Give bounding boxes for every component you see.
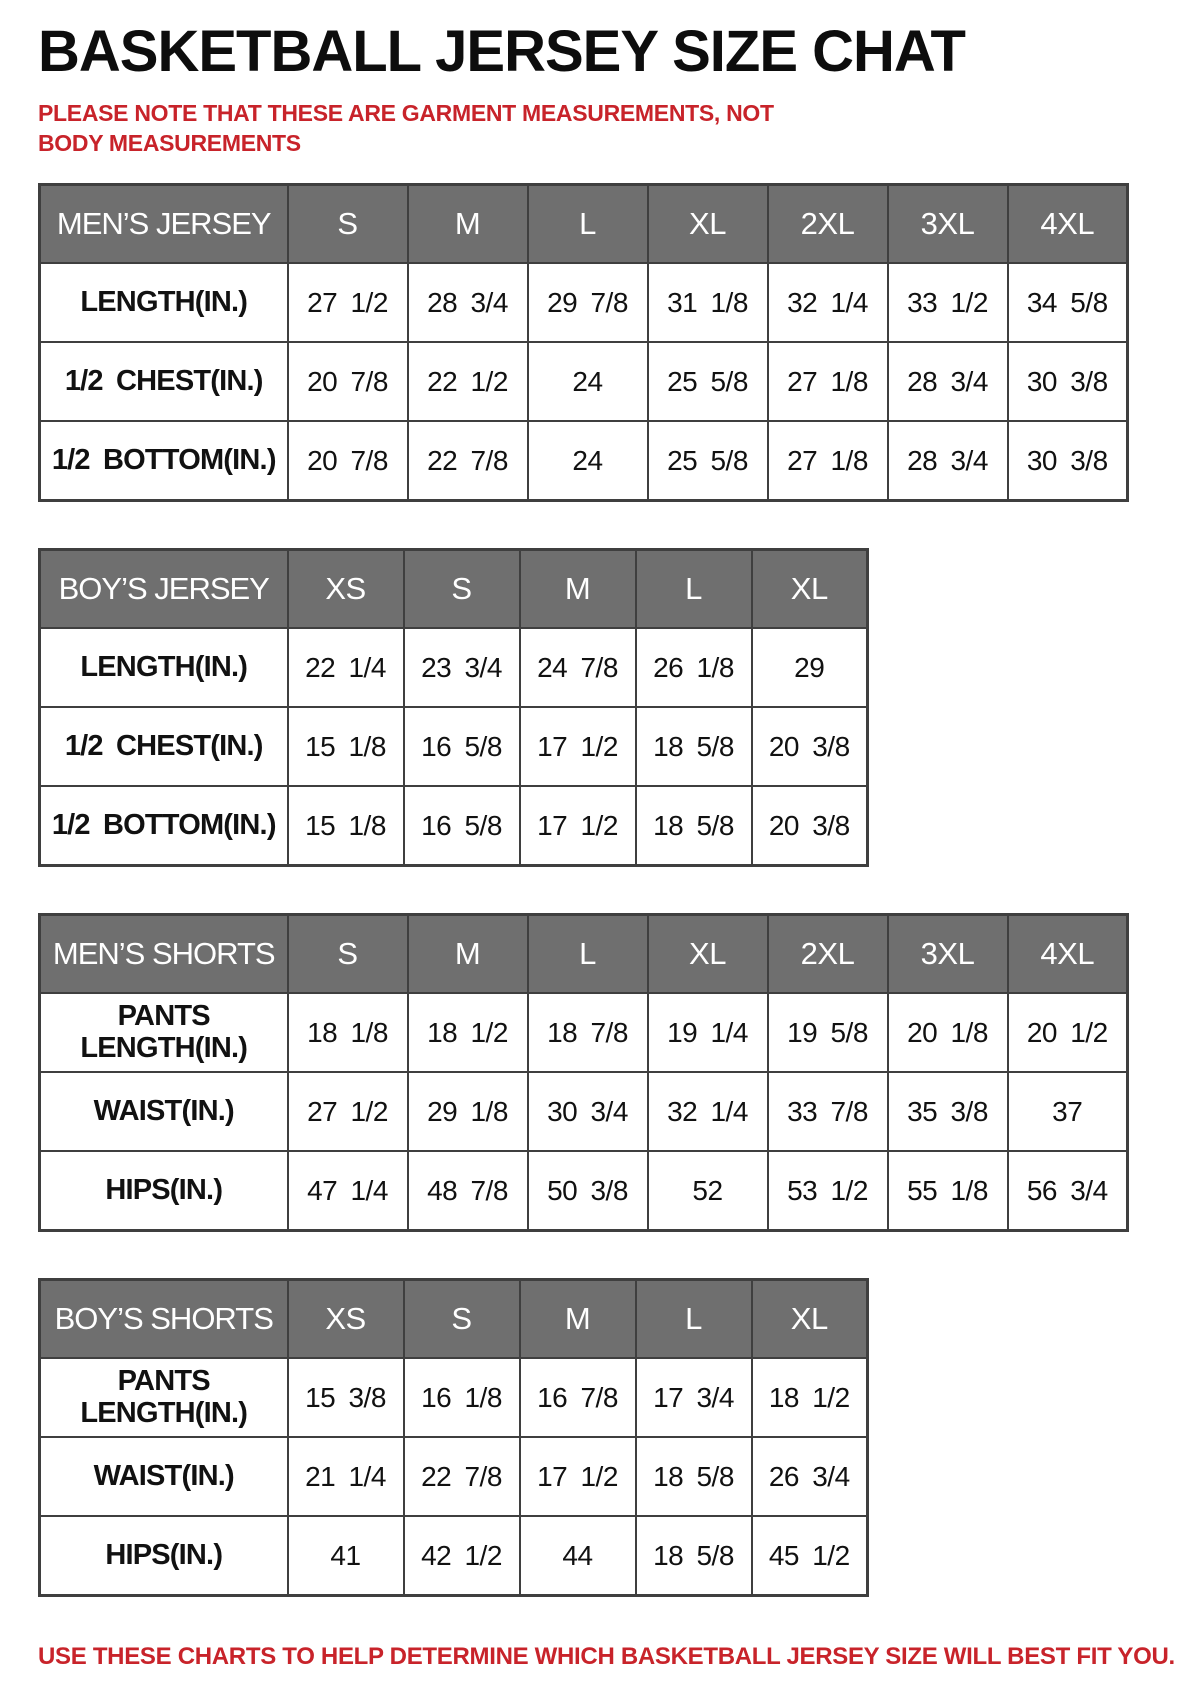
value-cell: 20 7/8 [288,421,408,500]
value-cell: 37 [1008,1072,1128,1151]
size-header-cell: L [528,914,648,993]
value-cell: 18 5/8 [636,786,752,865]
value-cell: 24 [528,421,648,500]
value-cell: 33 7/8 [768,1072,888,1151]
table-header-row [40,184,1128,263]
value-cell: 17 1/2 [520,786,636,865]
table-row [40,1516,868,1595]
size-header-cell: XS [288,549,404,628]
value-cell: 30 3/8 [1008,421,1128,500]
table-name-cell: BOY’S SHORTS [40,1279,288,1358]
value-cell: 15 1/8 [288,786,404,865]
value-cell: 24 7/8 [520,628,636,707]
value-cell: 18 5/8 [636,1437,752,1516]
value-cell: 30 3/8 [1008,342,1128,421]
value-cell: 20 7/8 [288,342,408,421]
table-row [40,993,1128,1072]
row-label-cell: LENGTH(IN.) [40,263,288,342]
value-cell: 15 1/8 [288,707,404,786]
value-cell: 32 1/4 [768,263,888,342]
table-row [40,342,1128,421]
row-label-cell: 1/2 CHEST(IN.) [40,342,288,421]
footer-note: USE THESE CHARTS TO HELP DETERMINE WHICH BASKETBALL JERSEY SIZE WILL BEST FIT YOU. [38,1642,1175,1670]
size-header-cell: XL [648,184,768,263]
value-cell: 16 7/8 [520,1358,636,1437]
size-header-cell: XS [288,1279,404,1358]
value-cell: 33 1/2 [888,263,1008,342]
size-header-cell: M [408,914,528,993]
size-header-cell: L [528,184,648,263]
value-cell: 20 1/8 [888,993,1008,1072]
table-row [40,1437,868,1516]
size-header-cell: 4XL [1008,184,1128,263]
size-header-cell: 4XL [1008,914,1128,993]
page-title: BASKETBALL JERSEY SIZE CHAT [38,19,965,84]
size-header-cell: S [288,914,408,993]
size-header-cell: XL [752,1279,868,1358]
value-cell: 18 7/8 [528,993,648,1072]
value-cell: 34 5/8 [1008,263,1128,342]
size-table-boy-s-shorts [38,1278,869,1597]
table-row [40,263,1128,342]
row-label-cell: 1/2 BOTTOM(IN.) [40,786,288,865]
value-cell: 28 3/4 [888,342,1008,421]
value-cell: 17 3/4 [636,1358,752,1437]
value-cell: 29 [752,628,868,707]
value-cell: 15 3/8 [288,1358,404,1437]
value-cell: 21 1/4 [288,1437,404,1516]
value-cell: 18 1/8 [288,993,408,1072]
value-cell: 35 3/8 [888,1072,1008,1151]
value-cell: 28 3/4 [408,263,528,342]
size-header-cell: L [636,549,752,628]
value-cell: 20 1/2 [1008,993,1128,1072]
value-cell: 18 1/2 [408,993,528,1072]
size-header-cell: S [288,184,408,263]
value-cell: 18 5/8 [636,707,752,786]
size-header-cell: 2XL [768,914,888,993]
value-cell: 22 1/4 [288,628,404,707]
row-label-cell: WAIST(IN.) [40,1072,288,1151]
value-cell: 22 7/8 [408,421,528,500]
size-header-cell: S [404,1279,520,1358]
size-header-cell: XL [648,914,768,993]
value-cell: 25 5/8 [648,421,768,500]
value-cell: 24 [528,342,648,421]
table-header-row [40,549,868,628]
value-cell: 48 7/8 [408,1151,528,1230]
value-cell: 16 1/8 [404,1358,520,1437]
table-row [40,1151,1128,1230]
value-cell: 41 [288,1516,404,1595]
value-cell: 53 1/2 [768,1151,888,1230]
row-label-cell: PANTS LENGTH(IN.) [40,993,288,1072]
value-cell: 20 3/8 [752,786,868,865]
table-name-cell: BOY’S JERSEY [40,549,288,628]
size-header-cell: 2XL [768,184,888,263]
value-cell: 27 1/8 [768,421,888,500]
size-table-boy-s-jersey [38,548,869,867]
table-header-row [40,1279,868,1358]
value-cell: 30 3/4 [528,1072,648,1151]
row-label-cell: 1/2 BOTTOM(IN.) [40,421,288,500]
size-header-cell: 3XL [888,184,1008,263]
row-label-cell: HIPS(IN.) [40,1516,288,1595]
value-cell: 31 1/8 [648,263,768,342]
value-cell: 45 1/2 [752,1516,868,1595]
value-cell: 56 3/4 [1008,1151,1128,1230]
value-cell: 26 1/8 [636,628,752,707]
size-header-cell: M [520,549,636,628]
table-header-row [40,914,1128,993]
size-header-cell: M [408,184,528,263]
value-cell: 16 5/8 [404,786,520,865]
size-charts [38,183,1167,1597]
value-cell: 32 1/4 [648,1072,768,1151]
row-label-cell: PANTS LENGTH(IN.) [40,1358,288,1437]
value-cell: 18 5/8 [636,1516,752,1595]
value-cell: 25 5/8 [648,342,768,421]
value-cell: 19 5/8 [768,993,888,1072]
size-header-cell: 3XL [888,914,1008,993]
value-cell: 28 3/4 [888,421,1008,500]
table-row [40,1358,868,1437]
value-cell: 55 1/8 [888,1151,1008,1230]
value-cell: 22 7/8 [404,1437,520,1516]
row-label-cell: 1/2 CHEST(IN.) [40,707,288,786]
value-cell: 16 5/8 [404,707,520,786]
table-name-cell: MEN’S SHORTS [40,914,288,993]
value-cell: 19 1/4 [648,993,768,1072]
table-name-cell: MEN’S JERSEY [40,184,288,263]
value-cell: 27 1/2 [288,1072,408,1151]
value-cell: 20 3/8 [752,707,868,786]
value-cell: 27 1/2 [288,263,408,342]
table-row [40,628,868,707]
value-cell: 22 1/2 [408,342,528,421]
measurement-note: PLEASE NOTE THAT THESE ARE GARMENT MEASUREMENTS, NOT BODY MEASUREMENTS [38,100,774,156]
size-table-men-s-jersey [38,183,1129,502]
value-cell: 42 1/2 [404,1516,520,1595]
value-cell: 50 3/8 [528,1151,648,1230]
value-cell: 44 [520,1516,636,1595]
value-cell: 29 1/8 [408,1072,528,1151]
value-cell: 47 1/4 [288,1151,408,1230]
size-header-cell: L [636,1279,752,1358]
row-label-cell: HIPS(IN.) [40,1151,288,1230]
size-table-men-s-shorts [38,913,1129,1232]
table-row [40,421,1128,500]
table-row [40,707,868,786]
value-cell: 17 1/2 [520,707,636,786]
table-row [40,1072,1128,1151]
value-cell: 17 1/2 [520,1437,636,1516]
value-cell: 27 1/8 [768,342,888,421]
value-cell: 23 3/4 [404,628,520,707]
row-label-cell: LENGTH(IN.) [40,628,288,707]
row-label-cell: WAIST(IN.) [40,1437,288,1516]
size-header-cell: M [520,1279,636,1358]
value-cell: 52 [648,1151,768,1230]
value-cell: 26 3/4 [752,1437,868,1516]
size-header-cell: XL [752,549,868,628]
value-cell: 18 1/2 [752,1358,868,1437]
table-row [40,786,868,865]
value-cell: 29 7/8 [528,263,648,342]
size-header-cell: S [404,549,520,628]
